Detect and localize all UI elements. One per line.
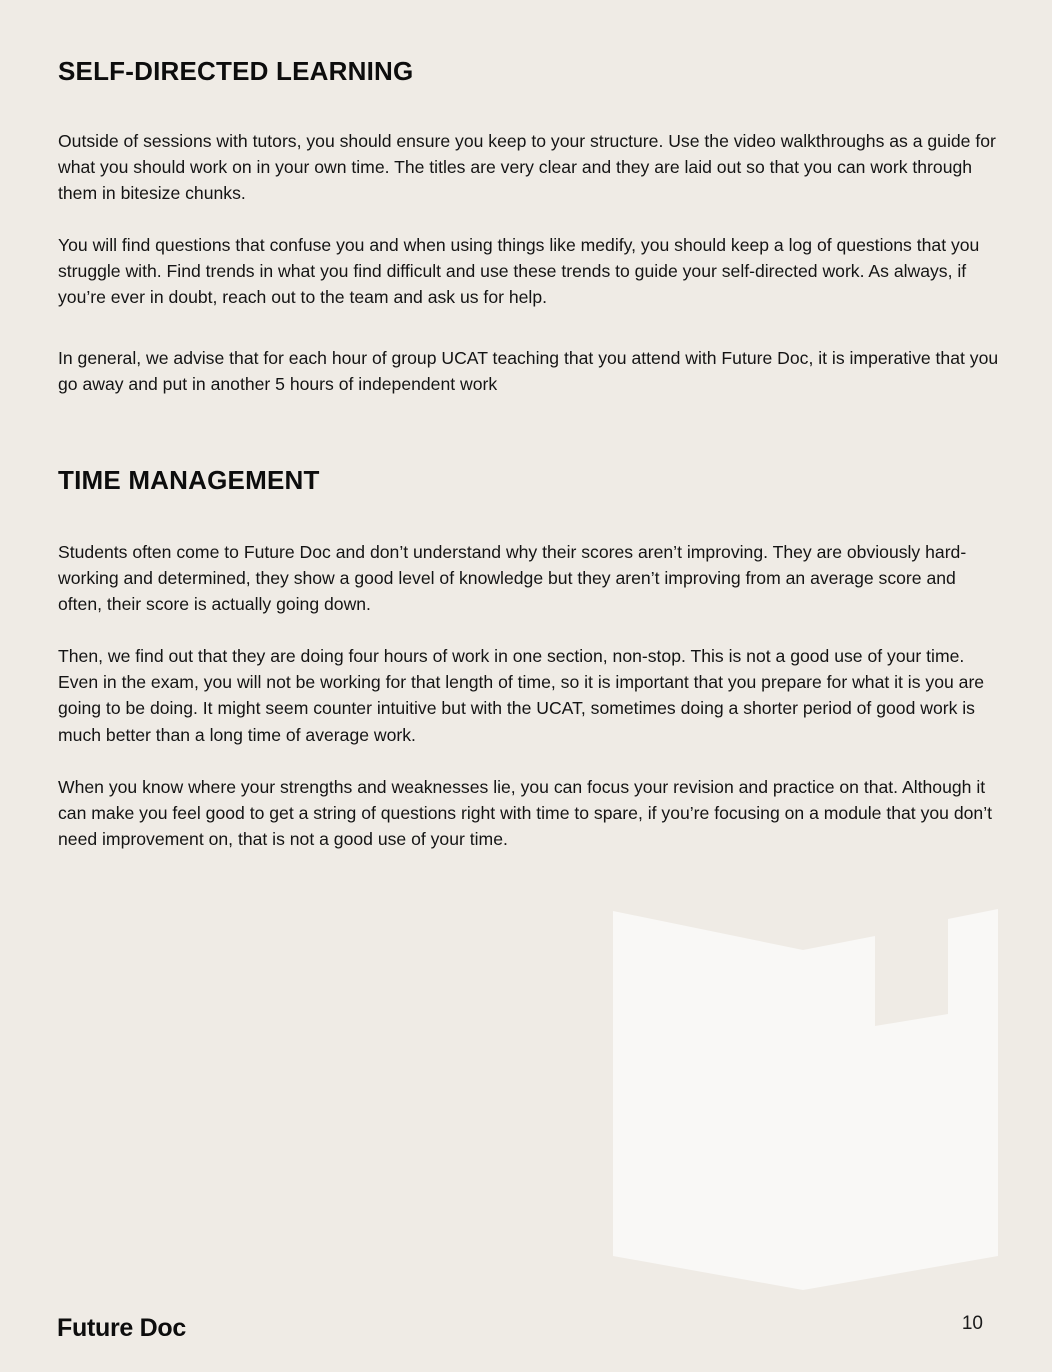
footer-brand-logo: Future Doc: [57, 1314, 186, 1342]
section-heading-self-directed-learning: SELF-DIRECTED LEARNING: [58, 56, 414, 86]
paragraph: Students often come to Future Doc and don’t understand why their scores aren’t improving. They are obviously hard-working and determined, they show a good level of knowledge but they aren’t improving from an average score and often, their score is actually going down.: [58, 542, 967, 615]
paragraph: Outside of sessions with tutors, you should ensure you keep to your structure. Use the video walkthroughs as a guide for what you should work on in your own time. The titles are very clear and they are laid out so that you can work through them in bitesize chunks.: [58, 131, 996, 204]
paragraph: When you know where your strengths and weaknesses lie, you can focus your revision and practice on that. Although it can make you feel good to get a string of questions right with time to spare, if you’re focusing on a module that you don’t need improvement on, that is not a good use of your time.: [58, 777, 992, 850]
book-shape-icon: [600, 900, 1010, 1300]
section-heading-time-management: TIME MANAGEMENT: [58, 465, 320, 495]
paragraph: You will find questions that confuse you and when using things like medify, you should keep a log of questions that you struggle with. Find trends in what you find difficult and use these trends to guide your self-directed work. As always, if you’re ever in doubt, reach out to the team and ask us for help.: [58, 235, 980, 308]
paragraph: In general, we advise that for each hour of group UCAT teaching that you attend with Future Doc, it is imperative that you go away and put in another 5 hours of independent work: [58, 348, 999, 395]
paragraph: Then, we find out that they are doing four hours of work in one section, non-stop. This is not a good use of your time. Even in the exam, you will not be working for that length of time, so it is important that you prepare for what it is you are going to be doing. It might seem counter intuitive but with the UCAT, sometimes doing a shorter period of good work is much better than a long time of average work.: [58, 646, 985, 745]
page-number: 10: [961, 1313, 983, 1334]
